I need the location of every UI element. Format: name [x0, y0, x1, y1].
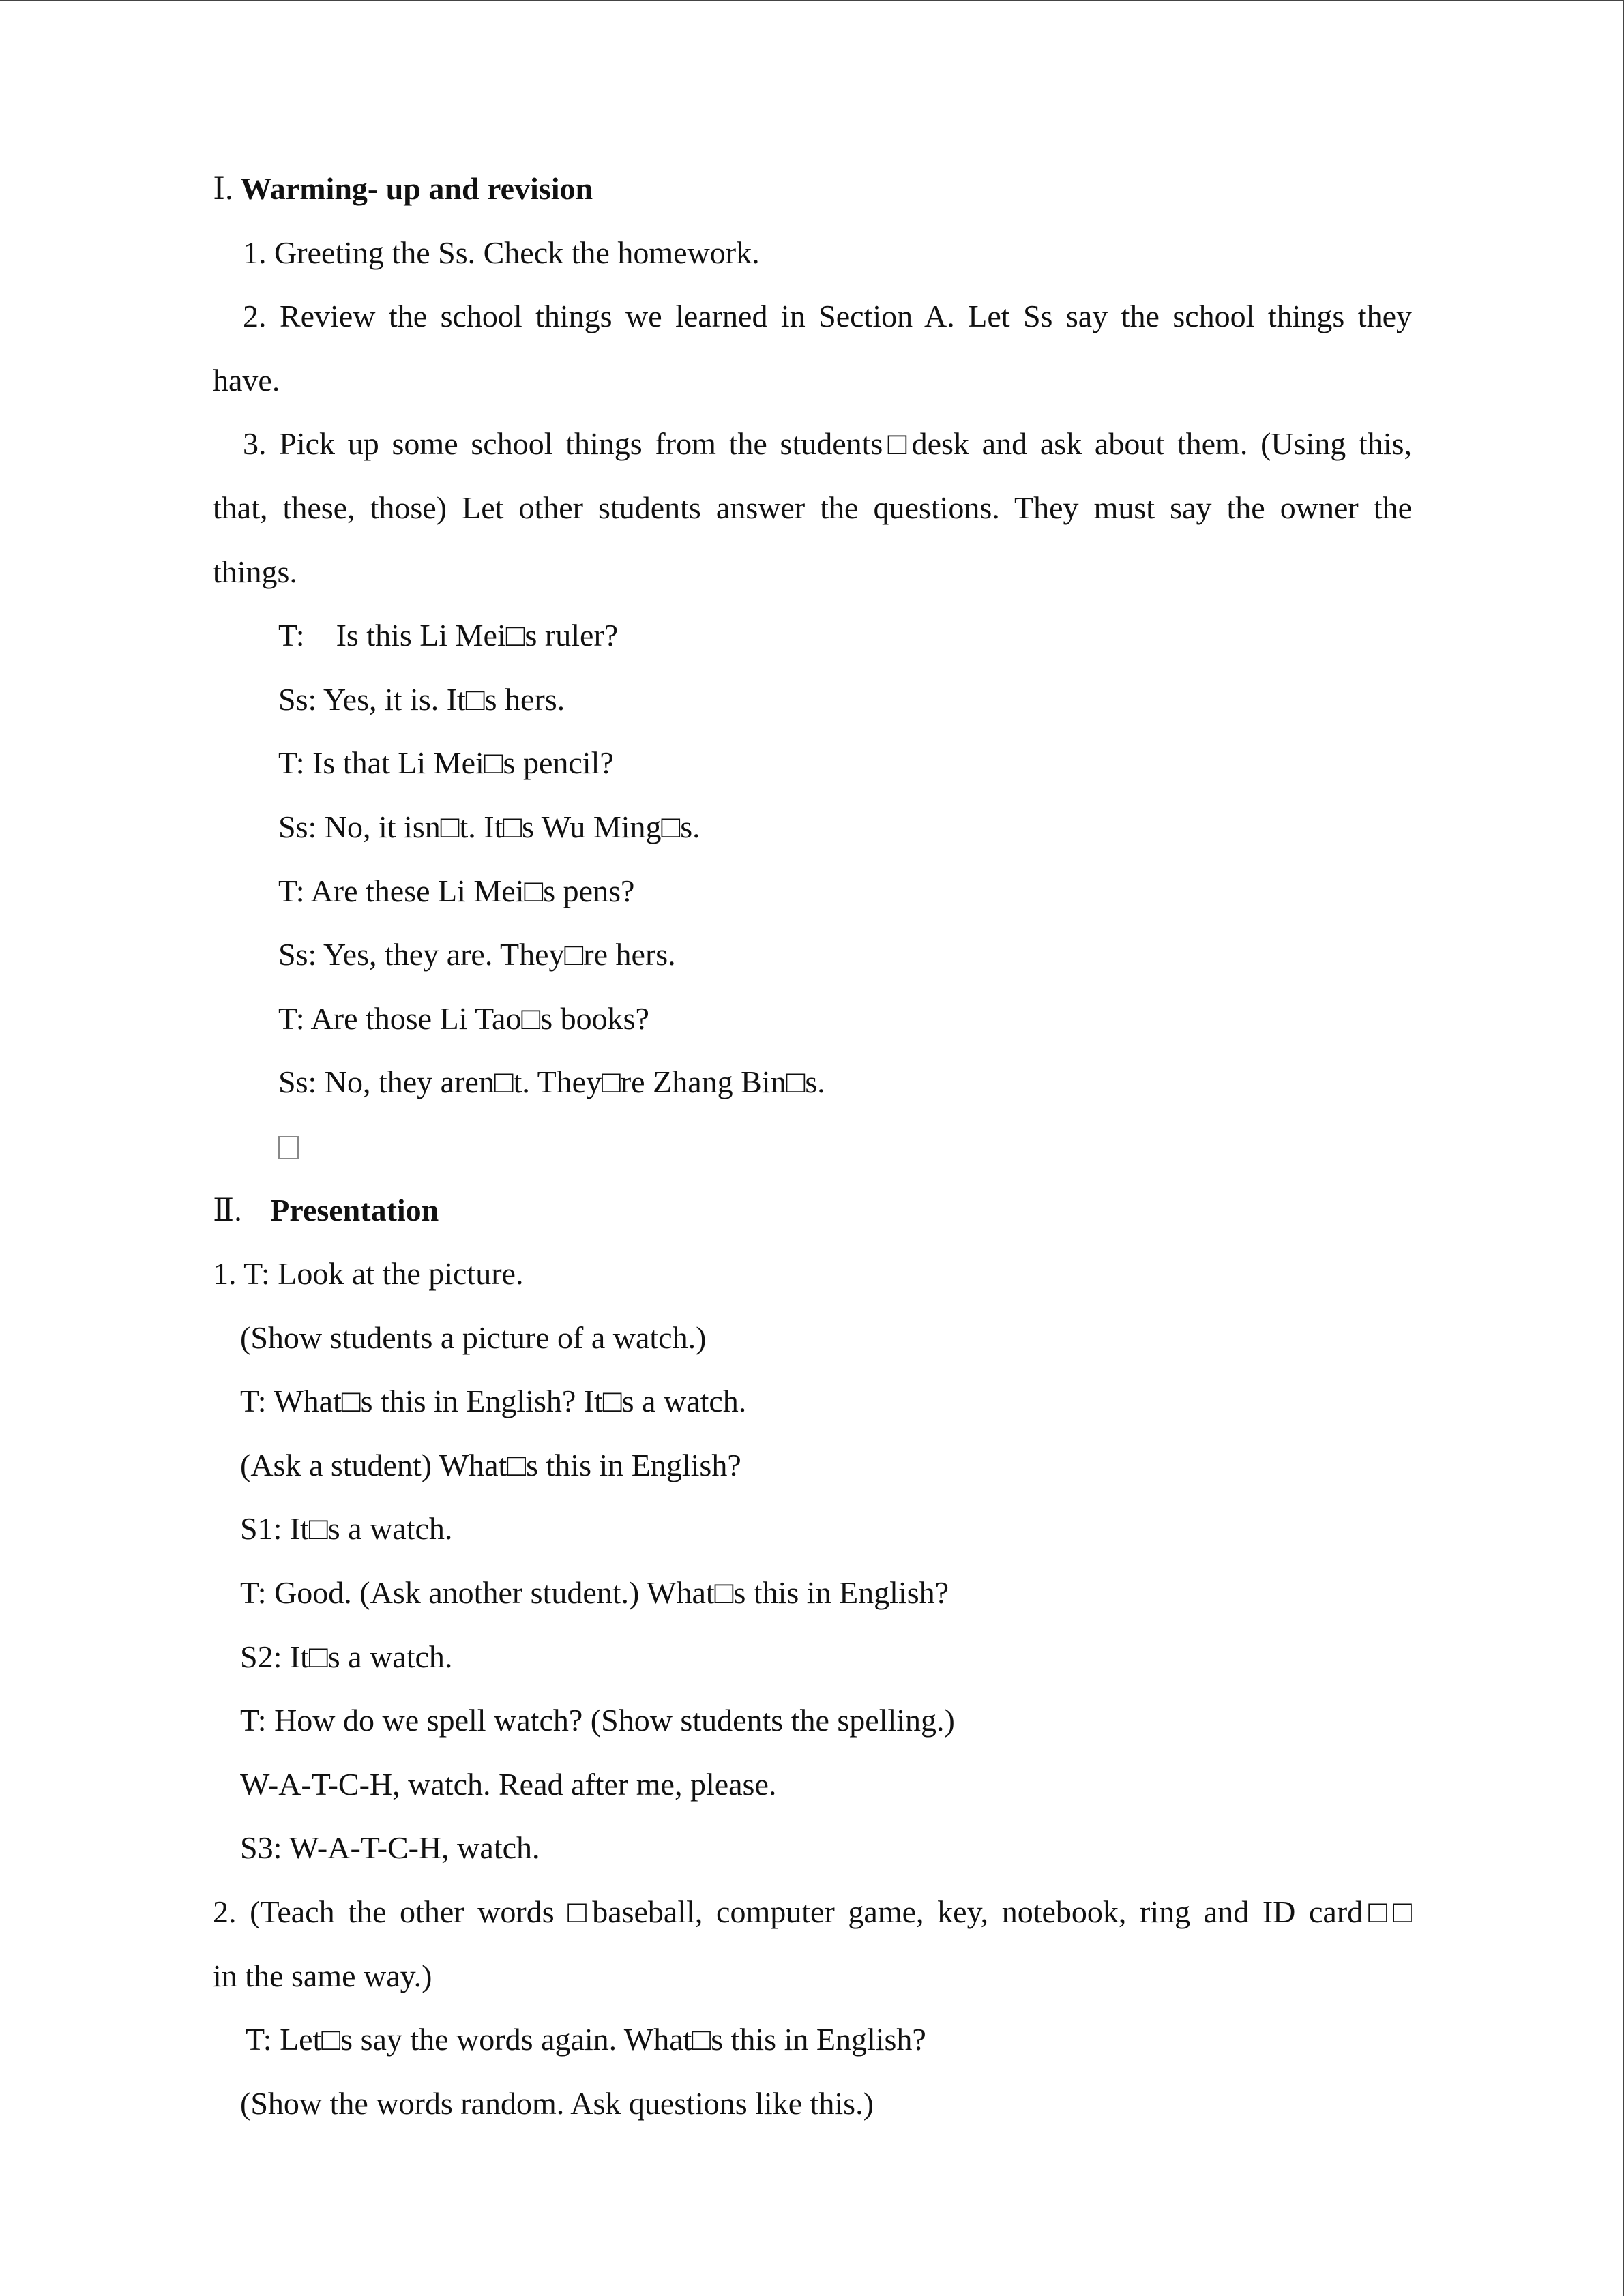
- dialogue-line: T: Is that Li Mei□s pencil?: [278, 745, 614, 781]
- s1-item-3-line-2: that, these, those) Let other students answer the questions. They must say the owner the: [213, 490, 1412, 525]
- section-1-heading: [213, 157, 1412, 221]
- s1-item-2-line-2: have.: [213, 362, 280, 398]
- s1-item-3-line-1: 3. Pick up some school things from the students□desk and ask about them. (Using this,: [243, 426, 1412, 462]
- section-1-title: Warming- up and revision: [240, 171, 593, 206]
- section-1-number: Ⅰ.: [213, 171, 233, 206]
- empty-glyph-line: [213, 1114, 1412, 1178]
- s2-line: S3: W-A-T-C-H, watch.: [240, 1830, 540, 1866]
- s2-line: T: What□s this in English? It□s a watch.: [240, 1384, 747, 1419]
- s1-item-1: 1. Greeting the Ss. Check the homework.: [243, 235, 760, 270]
- s2-line: S2: It□s a watch.: [240, 1639, 453, 1674]
- s2-item-2-line-2: in the same way.): [213, 1958, 432, 1993]
- s2-t-again-line: T: Let□s say the words again. What□s this in English?: [246, 2022, 926, 2057]
- section-2-title: Presentation: [270, 1192, 439, 1227]
- s2-line: S1: It□s a watch.: [240, 1511, 453, 1547]
- s2-item-1: 1. T: Look at the picture.: [213, 1256, 524, 1292]
- dialogue-line: T: Is this Li Mei□s ruler?: [278, 618, 619, 653]
- s2-line: (Ask a student) What□s this in English?: [240, 1447, 741, 1482]
- s1-item-3-line-3: things.: [213, 554, 297, 589]
- lesson-plan-body: [213, 157, 1412, 2135]
- s2-line: W-A-T-C-H, watch. Read after me, please.: [240, 1766, 777, 1802]
- section-2-heading: [213, 1178, 1412, 1242]
- dialogue-line: Ss: No, they aren□t. They□re Zhang Bin□s.: [278, 1064, 825, 1100]
- section-2-number: Ⅱ.: [213, 1192, 242, 1227]
- dialogue-line: Ss: Yes, it is. It□s hers.: [278, 681, 565, 717]
- dialogue-line: T: Are these Li Mei□s pens?: [278, 873, 635, 908]
- s2-line: (Show students a picture of a watch.): [240, 1320, 707, 1355]
- s2-line: T: How do we spell watch? (Show students the spelling.): [240, 1703, 955, 1738]
- s2-line: T: Good. (Ask another student.) What□s this in English?: [240, 1575, 949, 1611]
- s2-show-random-line: (Show the words random. Ask questions like this.): [240, 2085, 874, 2121]
- s2-item-2-line-1: 2. (Teach the other words □baseball, computer game, key, notebook, ring and ID card□□: [213, 1894, 1412, 1930]
- dialogue-line: Ss: Yes, they are. They□re hers.: [278, 937, 676, 972]
- dialogue-line: Ss: No, it isn□t. It□s Wu Ming□s.: [278, 809, 700, 844]
- missing-glyph-box: [278, 1136, 299, 1159]
- dialogue-line: T: Are those Li Tao□s books?: [278, 1000, 649, 1036]
- s1-item-2-line-1: 2. Review the school things we learned in Section A. Let Ss say the school things they: [243, 299, 1412, 334]
